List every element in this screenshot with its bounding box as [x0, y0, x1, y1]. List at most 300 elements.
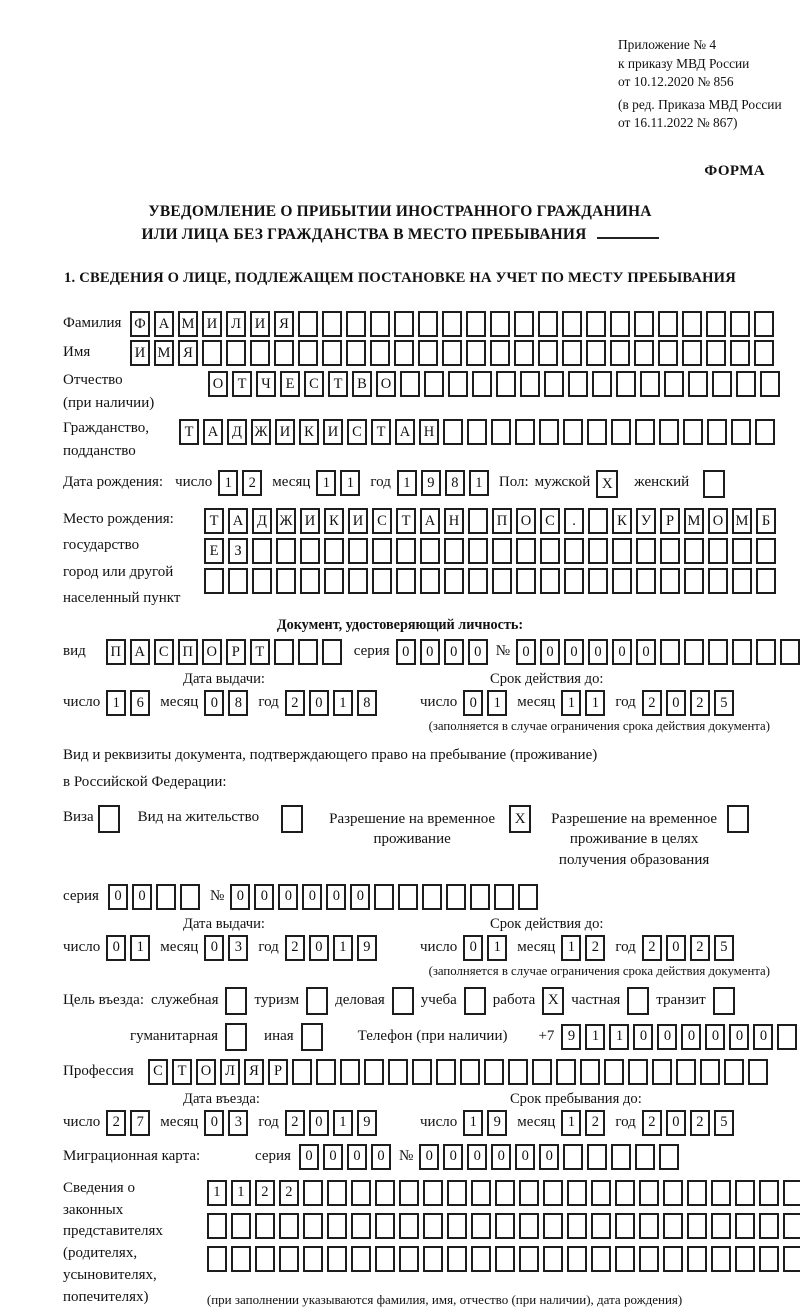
form-cell[interactable] [591, 1213, 611, 1239]
form-cell[interactable] [588, 508, 608, 534]
form-cell[interactable]: 2 [690, 690, 710, 716]
form-cell[interactable] [375, 1213, 395, 1239]
form-cell[interactable] [543, 1213, 563, 1239]
form-cell[interactable] [539, 419, 559, 445]
form-cell[interactable] [250, 340, 270, 366]
form-cell[interactable] [635, 419, 655, 445]
form-cell[interactable]: А [154, 311, 174, 337]
form-cell[interactable] [495, 1246, 515, 1272]
form-cell[interactable] [663, 1180, 683, 1206]
form-cell[interactable]: 1 [207, 1180, 227, 1206]
form-cell[interactable] [394, 340, 414, 366]
form-cell[interactable]: П [178, 639, 198, 665]
form-cell[interactable]: 1 [231, 1180, 251, 1206]
form-cell[interactable]: Т [250, 639, 270, 665]
form-cell[interactable] [610, 340, 630, 366]
form-cell[interactable] [351, 1213, 371, 1239]
form-cell[interactable]: 1 [487, 935, 507, 961]
form-cell[interactable] [370, 340, 390, 366]
form-cell[interactable]: В [352, 371, 372, 397]
form-cell[interactable]: Л [226, 311, 246, 337]
form-cell[interactable] [635, 1144, 655, 1170]
form-cell[interactable] [636, 568, 656, 594]
form-cell[interactable]: 1 [333, 690, 353, 716]
doc-issue-month-cells[interactable] [204, 690, 248, 716]
form-cell[interactable] [586, 340, 606, 366]
purpose-private-checkbox[interactable] [627, 987, 649, 1015]
form-cell[interactable] [759, 1246, 779, 1272]
form-cell[interactable] [634, 340, 654, 366]
form-cell[interactable]: П [492, 508, 512, 534]
form-cell[interactable]: 0 [254, 884, 274, 910]
form-cell[interactable] [780, 639, 800, 665]
form-cell[interactable] [327, 1246, 347, 1272]
form-cell[interactable] [568, 371, 588, 397]
doc-issue-day-cells[interactable] [106, 690, 150, 716]
form-cell[interactable] [724, 1059, 744, 1085]
form-cell[interactable]: 0 [420, 639, 440, 665]
form-cell[interactable] [442, 340, 462, 366]
form-cell[interactable] [754, 340, 774, 366]
form-cell[interactable] [783, 1213, 800, 1239]
res-valid-year-cells[interactable] [642, 935, 734, 961]
form-cell[interactable] [663, 1246, 683, 1272]
form-cell[interactable] [303, 1213, 323, 1239]
form-cell[interactable] [658, 311, 678, 337]
form-cell[interactable] [639, 1180, 659, 1206]
form-cell[interactable]: 0 [753, 1024, 773, 1050]
form-cell[interactable] [375, 1246, 395, 1272]
form-cell[interactable]: О [516, 508, 536, 534]
form-cell[interactable]: 0 [729, 1024, 749, 1050]
form-cell[interactable]: О [196, 1059, 216, 1085]
form-cell[interactable]: Ж [251, 419, 271, 445]
form-cell[interactable] [316, 1059, 336, 1085]
form-cell[interactable] [468, 508, 488, 534]
form-cell[interactable]: 5 [714, 1110, 734, 1136]
form-cell[interactable]: С [540, 508, 560, 534]
form-cell[interactable] [364, 1059, 384, 1085]
form-cell[interactable] [300, 568, 320, 594]
form-cell[interactable]: 0 [106, 935, 126, 961]
form-cell[interactable] [707, 419, 727, 445]
form-cell[interactable] [783, 1180, 800, 1206]
firstname-cells[interactable] [130, 340, 774, 366]
form-cell[interactable] [639, 1246, 659, 1272]
birthplace-cells-row1[interactable] [204, 508, 776, 534]
form-cell[interactable] [490, 340, 510, 366]
form-cell[interactable] [711, 1246, 731, 1272]
form-cell[interactable]: Н [419, 419, 439, 445]
form-cell[interactable]: 0 [539, 1144, 559, 1170]
purpose-humanitarian-checkbox[interactable] [225, 1023, 247, 1051]
form-cell[interactable] [327, 1213, 347, 1239]
form-cell[interactable]: 0 [633, 1024, 653, 1050]
doc-type-cells[interactable] [106, 639, 342, 665]
form-cell[interactable] [340, 1059, 360, 1085]
form-cell[interactable] [292, 1059, 312, 1085]
form-cell[interactable]: 0 [230, 884, 250, 910]
form-cell[interactable] [420, 538, 440, 564]
form-cell[interactable]: Д [227, 419, 247, 445]
form-cell[interactable] [303, 1180, 323, 1206]
form-cell[interactable] [659, 1144, 679, 1170]
form-cell[interactable] [658, 340, 678, 366]
form-cell[interactable] [396, 568, 416, 594]
form-cell[interactable] [255, 1246, 275, 1272]
form-cell[interactable]: 0 [463, 935, 483, 961]
form-cell[interactable]: 6 [130, 690, 150, 716]
form-cell[interactable]: Р [268, 1059, 288, 1085]
temp-residence-checkbox[interactable]: X [509, 805, 531, 833]
form-cell[interactable] [687, 1246, 707, 1272]
form-cell[interactable]: Ф [130, 311, 150, 337]
form-cell[interactable]: А [203, 419, 223, 445]
form-cell[interactable]: 0 [666, 690, 686, 716]
form-cell[interactable]: Т [172, 1059, 192, 1085]
form-cell[interactable] [634, 311, 654, 337]
form-cell[interactable] [682, 340, 702, 366]
form-cell[interactable]: 0 [705, 1024, 725, 1050]
form-cell[interactable] [471, 1213, 491, 1239]
form-cell[interactable] [399, 1246, 419, 1272]
form-cell[interactable] [567, 1246, 587, 1272]
form-cell[interactable]: С [347, 419, 367, 445]
phone-cells[interactable] [561, 1024, 797, 1050]
form-cell[interactable] [298, 639, 318, 665]
form-cell[interactable] [684, 538, 704, 564]
form-cell[interactable] [348, 538, 368, 564]
form-cell[interactable] [471, 1180, 491, 1206]
form-cell[interactable] [612, 568, 632, 594]
form-cell[interactable]: А [420, 508, 440, 534]
form-cell[interactable] [652, 1059, 672, 1085]
form-cell[interactable]: Т [179, 419, 199, 445]
form-cell[interactable] [591, 1180, 611, 1206]
form-cell[interactable]: 0 [132, 884, 152, 910]
birth-day-cells[interactable] [218, 470, 262, 496]
form-cell[interactable] [346, 311, 366, 337]
form-cell[interactable] [611, 419, 631, 445]
form-cell[interactable] [706, 311, 726, 337]
form-cell[interactable] [520, 371, 540, 397]
form-cell[interactable]: И [202, 311, 222, 337]
form-cell[interactable]: 0 [467, 1144, 487, 1170]
form-cell[interactable] [274, 639, 294, 665]
form-cell[interactable] [471, 1246, 491, 1272]
form-cell[interactable] [676, 1059, 696, 1085]
form-cell[interactable]: Я [178, 340, 198, 366]
birth-year-cells[interactable] [397, 470, 489, 496]
form-cell[interactable]: 2 [585, 1110, 605, 1136]
form-cell[interactable]: 0 [326, 884, 346, 910]
form-cell[interactable]: 1 [609, 1024, 629, 1050]
res-issue-month-cells[interactable] [204, 935, 248, 961]
form-cell[interactable]: 1 [218, 470, 238, 496]
form-cell[interactable] [611, 1144, 631, 1170]
form-cell[interactable]: Т [396, 508, 416, 534]
form-cell[interactable] [418, 311, 438, 337]
form-cell[interactable] [228, 568, 248, 594]
doc-number-cells[interactable] [516, 639, 800, 665]
form-cell[interactable] [514, 311, 534, 337]
form-cell[interactable] [348, 568, 368, 594]
form-cell[interactable]: 9 [357, 935, 377, 961]
form-cell[interactable] [468, 538, 488, 564]
form-cell[interactable] [756, 538, 776, 564]
form-cell[interactable] [563, 1144, 583, 1170]
entry-day-cells[interactable] [106, 1110, 150, 1136]
form-cell[interactable]: 0 [612, 639, 632, 665]
form-cell[interactable] [688, 371, 708, 397]
form-cell[interactable]: 7 [130, 1110, 150, 1136]
form-cell[interactable] [370, 311, 390, 337]
form-cell[interactable] [544, 371, 564, 397]
form-cell[interactable]: 8 [228, 690, 248, 716]
form-cell[interactable] [420, 568, 440, 594]
form-cell[interactable]: 1 [561, 690, 581, 716]
birthplace-cells-row3[interactable] [204, 568, 776, 594]
form-cell[interactable] [783, 1246, 800, 1272]
form-cell[interactable]: 1 [585, 690, 605, 716]
form-cell[interactable] [735, 1246, 755, 1272]
form-cell[interactable] [532, 1059, 552, 1085]
form-cell[interactable] [759, 1213, 779, 1239]
purpose-tourism-checkbox[interactable] [306, 987, 328, 1015]
purpose-other-checkbox[interactable] [301, 1023, 323, 1051]
form-cell[interactable]: 2 [642, 1110, 662, 1136]
form-cell[interactable] [490, 311, 510, 337]
birthplace-cells-row2[interactable] [204, 538, 776, 564]
form-cell[interactable] [615, 1246, 635, 1272]
form-cell[interactable] [640, 371, 660, 397]
form-cell[interactable]: 9 [421, 470, 441, 496]
form-cell[interactable] [564, 538, 584, 564]
form-cell[interactable] [732, 568, 752, 594]
visa-checkbox[interactable] [98, 805, 120, 833]
stay-month-cells[interactable] [561, 1110, 605, 1136]
form-cell[interactable] [423, 1180, 443, 1206]
form-cell[interactable] [730, 340, 750, 366]
form-cell[interactable] [543, 1246, 563, 1272]
form-cell[interactable]: П [106, 639, 126, 665]
form-cell[interactable] [207, 1213, 227, 1239]
form-cell[interactable] [424, 371, 444, 397]
form-cell[interactable] [586, 311, 606, 337]
form-cell[interactable]: 8 [357, 690, 377, 716]
form-cell[interactable]: 9 [487, 1110, 507, 1136]
form-cell[interactable] [588, 568, 608, 594]
form-cell[interactable] [394, 311, 414, 337]
doc-valid-day-cells[interactable] [463, 690, 507, 716]
form-cell[interactable]: 1 [585, 1024, 605, 1050]
form-cell[interactable]: 2 [285, 935, 305, 961]
form-cell[interactable] [388, 1059, 408, 1085]
form-cell[interactable] [252, 568, 272, 594]
form-cell[interactable] [495, 1180, 515, 1206]
form-cell[interactable]: 0 [299, 1144, 319, 1170]
form-cell[interactable] [484, 1059, 504, 1085]
purpose-work-checkbox[interactable]: X [542, 987, 564, 1015]
purpose-transit-checkbox[interactable] [713, 987, 735, 1015]
form-cell[interactable] [274, 340, 294, 366]
form-cell[interactable] [279, 1213, 299, 1239]
form-cell[interactable] [683, 419, 703, 445]
form-cell[interactable]: М [154, 340, 174, 366]
form-cell[interactable] [231, 1246, 251, 1272]
form-cell[interactable]: Т [232, 371, 252, 397]
form-cell[interactable] [207, 1246, 227, 1272]
form-cell[interactable]: Я [274, 311, 294, 337]
form-cell[interactable] [564, 568, 584, 594]
form-cell[interactable] [519, 1180, 539, 1206]
form-cell[interactable]: 0 [666, 1110, 686, 1136]
sex-male-checkbox[interactable]: X [596, 470, 618, 498]
form-cell[interactable] [587, 419, 607, 445]
form-cell[interactable] [276, 568, 296, 594]
birth-month-cells[interactable] [316, 470, 360, 496]
temp-residence-edu-checkbox[interactable] [727, 805, 749, 833]
form-cell[interactable]: 0 [204, 690, 224, 716]
res-valid-month-cells[interactable] [561, 935, 605, 961]
form-cell[interactable] [447, 1246, 467, 1272]
form-cell[interactable] [300, 538, 320, 564]
form-cell[interactable]: Ч [256, 371, 276, 397]
form-cell[interactable] [495, 1213, 515, 1239]
form-cell[interactable]: С [304, 371, 324, 397]
form-cell[interactable] [700, 1059, 720, 1085]
patronymic-cells[interactable] [208, 371, 780, 397]
form-cell[interactable]: Т [204, 508, 224, 534]
form-cell[interactable]: 0 [564, 639, 584, 665]
form-cell[interactable]: Я [244, 1059, 264, 1085]
form-cell[interactable]: 1 [397, 470, 417, 496]
form-cell[interactable] [628, 1059, 648, 1085]
form-cell[interactable] [615, 1180, 635, 1206]
form-cell[interactable]: О [202, 639, 222, 665]
form-cell[interactable] [754, 311, 774, 337]
form-cell[interactable] [351, 1246, 371, 1272]
form-cell[interactable]: 0 [588, 639, 608, 665]
form-cell[interactable]: М [178, 311, 198, 337]
form-cell[interactable] [708, 538, 728, 564]
form-cell[interactable] [732, 639, 752, 665]
form-cell[interactable] [591, 1246, 611, 1272]
form-cell[interactable] [180, 884, 200, 910]
form-cell[interactable] [731, 419, 751, 445]
form-cell[interactable] [466, 311, 486, 337]
form-cell[interactable]: 0 [309, 690, 329, 716]
form-cell[interactable]: 2 [642, 690, 662, 716]
form-cell[interactable]: И [300, 508, 320, 534]
form-cell[interactable]: 2 [585, 935, 605, 961]
form-cell[interactable] [351, 1180, 371, 1206]
form-cell[interactable] [252, 538, 272, 564]
form-cell[interactable] [682, 311, 702, 337]
form-cell[interactable] [472, 371, 492, 397]
form-cell[interactable] [660, 538, 680, 564]
form-cell[interactable] [327, 1180, 347, 1206]
doc-valid-year-cells[interactable] [642, 690, 734, 716]
form-cell[interactable] [298, 340, 318, 366]
form-cell[interactable]: Б [756, 508, 776, 534]
doc-series-cells[interactable] [396, 639, 488, 665]
form-cell[interactable] [276, 538, 296, 564]
stay-year-cells[interactable] [642, 1110, 734, 1136]
form-cell[interactable] [467, 419, 487, 445]
form-cell[interactable] [708, 568, 728, 594]
form-cell[interactable]: А [228, 508, 248, 534]
form-cell[interactable]: О [208, 371, 228, 397]
form-cell[interactable]: 0 [657, 1024, 677, 1050]
form-cell[interactable] [730, 311, 750, 337]
form-cell[interactable]: И [250, 311, 270, 337]
form-cell[interactable] [759, 1180, 779, 1206]
form-cell[interactable] [736, 371, 756, 397]
form-cell[interactable] [592, 371, 612, 397]
form-cell[interactable] [538, 311, 558, 337]
form-cell[interactable] [538, 340, 558, 366]
form-cell[interactable]: 0 [396, 639, 416, 665]
form-cell[interactable]: 0 [204, 1110, 224, 1136]
form-cell[interactable] [735, 1180, 755, 1206]
form-cell[interactable]: 2 [106, 1110, 126, 1136]
form-cell[interactable]: 1 [333, 1110, 353, 1136]
form-cell[interactable]: А [395, 419, 415, 445]
form-cell[interactable]: 0 [108, 884, 128, 910]
form-cell[interactable] [540, 538, 560, 564]
form-cell[interactable]: 0 [371, 1144, 391, 1170]
form-cell[interactable] [580, 1059, 600, 1085]
form-cell[interactable]: 2 [285, 1110, 305, 1136]
form-cell[interactable]: 0 [204, 935, 224, 961]
res-issue-year-cells[interactable] [285, 935, 377, 961]
form-cell[interactable] [279, 1246, 299, 1272]
form-cell[interactable]: М [732, 508, 752, 534]
doc-valid-month-cells[interactable] [561, 690, 605, 716]
form-cell[interactable]: 5 [714, 690, 734, 716]
form-cell[interactable]: 1 [130, 935, 150, 961]
form-cell[interactable] [399, 1180, 419, 1206]
form-cell[interactable]: О [708, 508, 728, 534]
form-cell[interactable] [156, 884, 176, 910]
form-cell[interactable] [443, 419, 463, 445]
form-cell[interactable] [760, 371, 780, 397]
form-cell[interactable]: И [348, 508, 368, 534]
purpose-business-checkbox[interactable] [392, 987, 414, 1015]
form-cell[interactable] [399, 1213, 419, 1239]
form-cell[interactable]: 1 [561, 935, 581, 961]
form-cell[interactable] [460, 1059, 480, 1085]
form-cell[interactable] [322, 340, 342, 366]
form-cell[interactable]: 2 [285, 690, 305, 716]
form-cell[interactable]: 0 [516, 639, 536, 665]
form-cell[interactable]: 5 [714, 935, 734, 961]
form-cell[interactable] [659, 419, 679, 445]
form-cell[interactable]: Ж [276, 508, 296, 534]
form-cell[interactable] [412, 1059, 432, 1085]
form-cell[interactable] [447, 1213, 467, 1239]
form-cell[interactable] [684, 568, 704, 594]
form-cell[interactable]: 0 [540, 639, 560, 665]
form-cell[interactable] [466, 340, 486, 366]
form-cell[interactable]: Н [444, 508, 464, 534]
form-cell[interactable] [519, 1213, 539, 1239]
form-cell[interactable] [588, 538, 608, 564]
form-cell[interactable]: И [275, 419, 295, 445]
form-cell[interactable] [616, 371, 636, 397]
res-issue-day-cells[interactable] [106, 935, 150, 961]
